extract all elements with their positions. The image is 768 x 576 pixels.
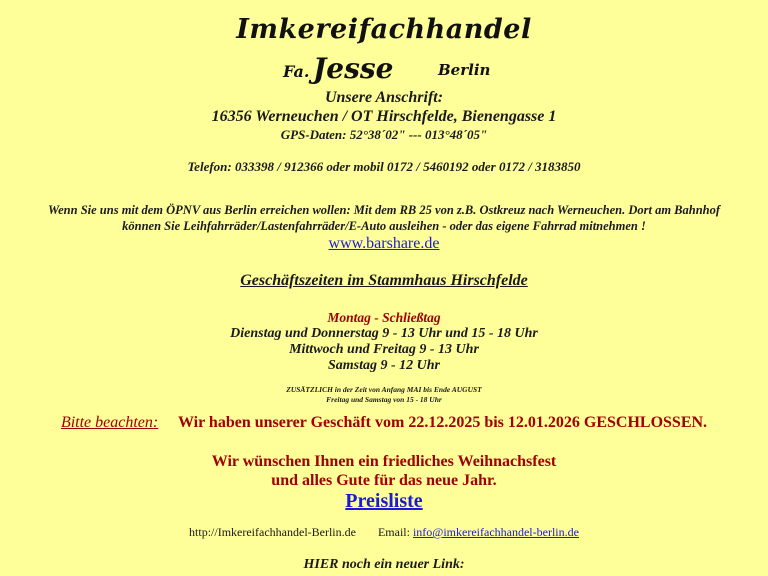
barshare-link[interactable]: www.barshare.de bbox=[328, 235, 440, 252]
phone-numbers: Telefon: 033398 / 912366 oder mobil 0172 / 5460192 oder 0172 / 3183850 bbox=[187, 159, 581, 174]
shop-subtitle bbox=[0, 52, 768, 86]
shop-title: Imkereifachhandel bbox=[236, 14, 532, 45]
hours-summer-note-1: ZUSÄTZLICH in der Zeit von Anfang MAI bis Ende AUGUST bbox=[286, 385, 482, 394]
transit-info-line1: Wenn Sie uns mit dem ÖPNV aus Berlin erreichen wollen: Mit dem RB 25 von z.B. Ostkreuz nach Werneuchen. Dort am Bahnhof bbox=[47, 203, 721, 217]
shop-owner-name: Jesse bbox=[313, 52, 394, 85]
pricelist-link[interactable]: Preisliste bbox=[345, 490, 423, 512]
footer-url: http://Imkereifachhandel-Berlin.de bbox=[189, 525, 356, 539]
gps-coordinates: GPS-Daten: 52°38´02" --- 013°48´05" bbox=[280, 127, 488, 142]
hours-monday: Montag - Schließtag bbox=[327, 310, 441, 325]
holiday-greeting-1: Wir wünschen Ihnen ein friedliches Weihnachsfest bbox=[211, 453, 557, 470]
notice-text: Wir haben unserer Geschäft vom 22.12.2025 bis 12.01.2026 GESCHLOSSEN. bbox=[177, 414, 708, 431]
hours-wed-fri: Mittwoch und Freitag 9 - 13 Uhr bbox=[289, 342, 479, 357]
notice-label: Bitte beachten: bbox=[60, 414, 159, 431]
hours-tue-thu: Dienstag und Donnerstag 9 - 13 Uhr und 15 - 18 Uhr bbox=[230, 326, 538, 341]
transit-info-line2: können Sie Leihfahrräder/Lastenfahrräder/E-Auto ausleihen - oder das eigene Fahrrad mitnehmen ! bbox=[122, 219, 646, 233]
email-label: Email: bbox=[377, 525, 410, 539]
hours-heading: Geschäftszeiten im Stammhaus Hirschfelde bbox=[240, 272, 528, 289]
pricelist-row bbox=[0, 490, 768, 513]
hours-sat: Samstag 9 - 12 Uhr bbox=[327, 358, 441, 373]
new-link-label: HIER noch ein neuer Link: bbox=[303, 557, 465, 572]
shop-city: Berlin bbox=[438, 61, 491, 79]
hours-summer-note-2: Freitag und Samstag von 15 - 18 Uhr bbox=[326, 395, 442, 404]
closure-notice bbox=[0, 414, 768, 432]
fa-label: Fa. bbox=[283, 62, 310, 81]
address-line: 16356 Werneuchen / OT Hirschfelde, Bienengasse 1 bbox=[211, 108, 557, 125]
barshare-link-row bbox=[0, 235, 768, 253]
footer-contact bbox=[0, 525, 768, 540]
email-link[interactable]: info@imkereifachhandel-berlin.de bbox=[412, 525, 579, 539]
address-label: Unsere Anschrift: bbox=[324, 89, 444, 106]
holiday-greeting-2: und alles Gute für das neue Jahr. bbox=[271, 472, 497, 489]
